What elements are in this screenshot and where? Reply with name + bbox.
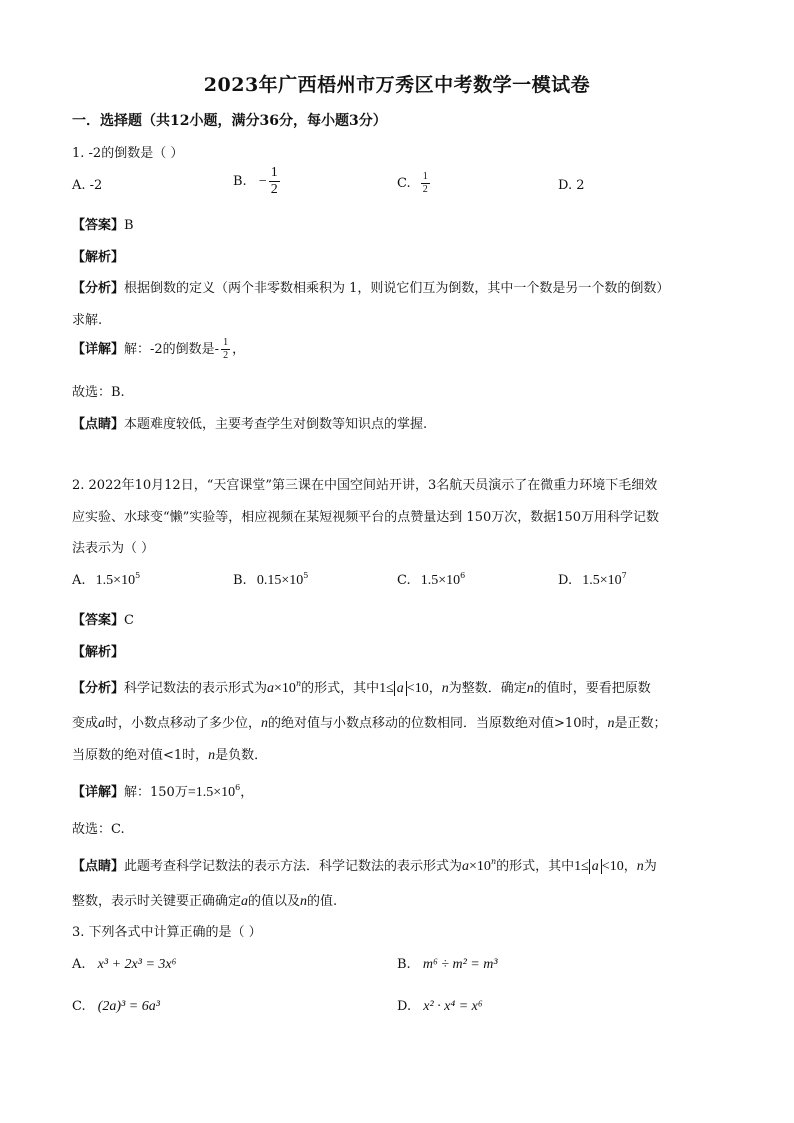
q1-conclusion: 故选：B. bbox=[72, 385, 125, 400]
q1-option-c-fraction: $\frac{1}{2}$ bbox=[422, 171, 428, 195]
q3-option-a: A. x³ + 2x³ = 3x⁶ bbox=[72, 957, 177, 972]
q1-analysis-heading: 【解析】 bbox=[72, 250, 125, 265]
q1-option-a: A. -2 bbox=[72, 178, 103, 193]
q2-conclusion: 故选：C. bbox=[72, 822, 125, 837]
q3-option-d: D. x² · x⁴ = x⁶ bbox=[397, 999, 483, 1014]
q2-answer: 【答案】C bbox=[72, 613, 134, 628]
q1-fenxi-line2: 求解. bbox=[72, 313, 103, 328]
page-title: 2023年广西梧州市万秀区中考数学一模试卷 bbox=[203, 74, 591, 96]
q2-fenxi-line3: 当原数的绝对值<1时，n是负数． bbox=[72, 748, 268, 763]
q1-fenxi-line1: 【分析】根据倒数的定义（两个非零数相乘积为 1，则说它们互为倒数，其中一个数是另一个数的倒数） bbox=[72, 281, 670, 296]
q2-option-c: C. $1.5\times 10^6$ bbox=[397, 571, 466, 588]
q2-option-a: A. $1.5\times 10^5$ bbox=[72, 571, 141, 588]
q2-analysis-heading: 【解析】 bbox=[72, 645, 125, 660]
q2-fenxi-line2: 变成a时，小数点移动了多少位，n的绝对值与小数点移动的位数相同．当原数绝对值>10时，n是正数； bbox=[72, 716, 667, 731]
q1-option-c: C. $\frac{1}{2}$ bbox=[397, 171, 428, 195]
q2-stem-line2: 应实验、水球变“懒”实验等，相应视频在某短视频平台的点赞量达到 150万次，数据150万用科学记数 bbox=[72, 510, 660, 525]
q2-fenxi-line1: 【分析】科学记数法的表示形式为$a\times 10^n$的形式，其中1≤ a <10，n为整数．确定n的值时，要看把原数 bbox=[72, 679, 651, 696]
q3-option-c: C. (2a)³ = 6a³ bbox=[72, 999, 160, 1014]
q1-stem: 1. -2的倒数是（ ） bbox=[72, 146, 184, 161]
q2-dianjing-line2: 整数，表示时关键要正确确定a的值以及n的值. bbox=[72, 894, 338, 909]
q2-xiangjie: 【详解】解：150万$=1.5\times 10^6$， bbox=[72, 783, 254, 800]
section-heading: 一．选择题（共12小题，满分36分，每小题3分） bbox=[72, 113, 387, 129]
q2-stem-line1: 2. 2022年10月12日，“天宫课堂”第三课在中国空间站开讲，3名航天员演示了在微重力环境下毛细效 bbox=[72, 478, 658, 493]
q1-answer: 【答案】B bbox=[72, 218, 134, 233]
q1-option-b: B. − $\frac{1}{2}$ bbox=[233, 165, 278, 197]
q1-option-d: D. 2 bbox=[558, 178, 585, 193]
q2-dianjing-line1: 【点睛】此题考查科学记数法的表示方法．科学记数法的表示形式为$a\times 10^n$的形式，其中1≤ a <10，n为 bbox=[72, 857, 657, 874]
q1-dianjing: 【点睛】本题难度较低，主要考查学生对倒数等知识点的掌握. bbox=[72, 417, 428, 432]
q2-option-d: D. $1.5\times 10^7$ bbox=[558, 571, 627, 588]
q2-option-b: B. $0.15\times 10^5$ bbox=[233, 571, 309, 588]
q1-option-b-fraction: $\frac{1}{2}$ bbox=[270, 165, 278, 197]
q3-option-b: B. m⁶ ÷ m² = m³ bbox=[397, 957, 498, 972]
q1-xiangjie: 【详解】解：-2的倒数是- $\frac{1}{2}$ ， bbox=[72, 337, 246, 361]
q2-stem-line3: 法表示为（ ） bbox=[72, 541, 155, 556]
q3-stem: 3. 下列各式中计算正确的是（ ） bbox=[72, 925, 262, 940]
